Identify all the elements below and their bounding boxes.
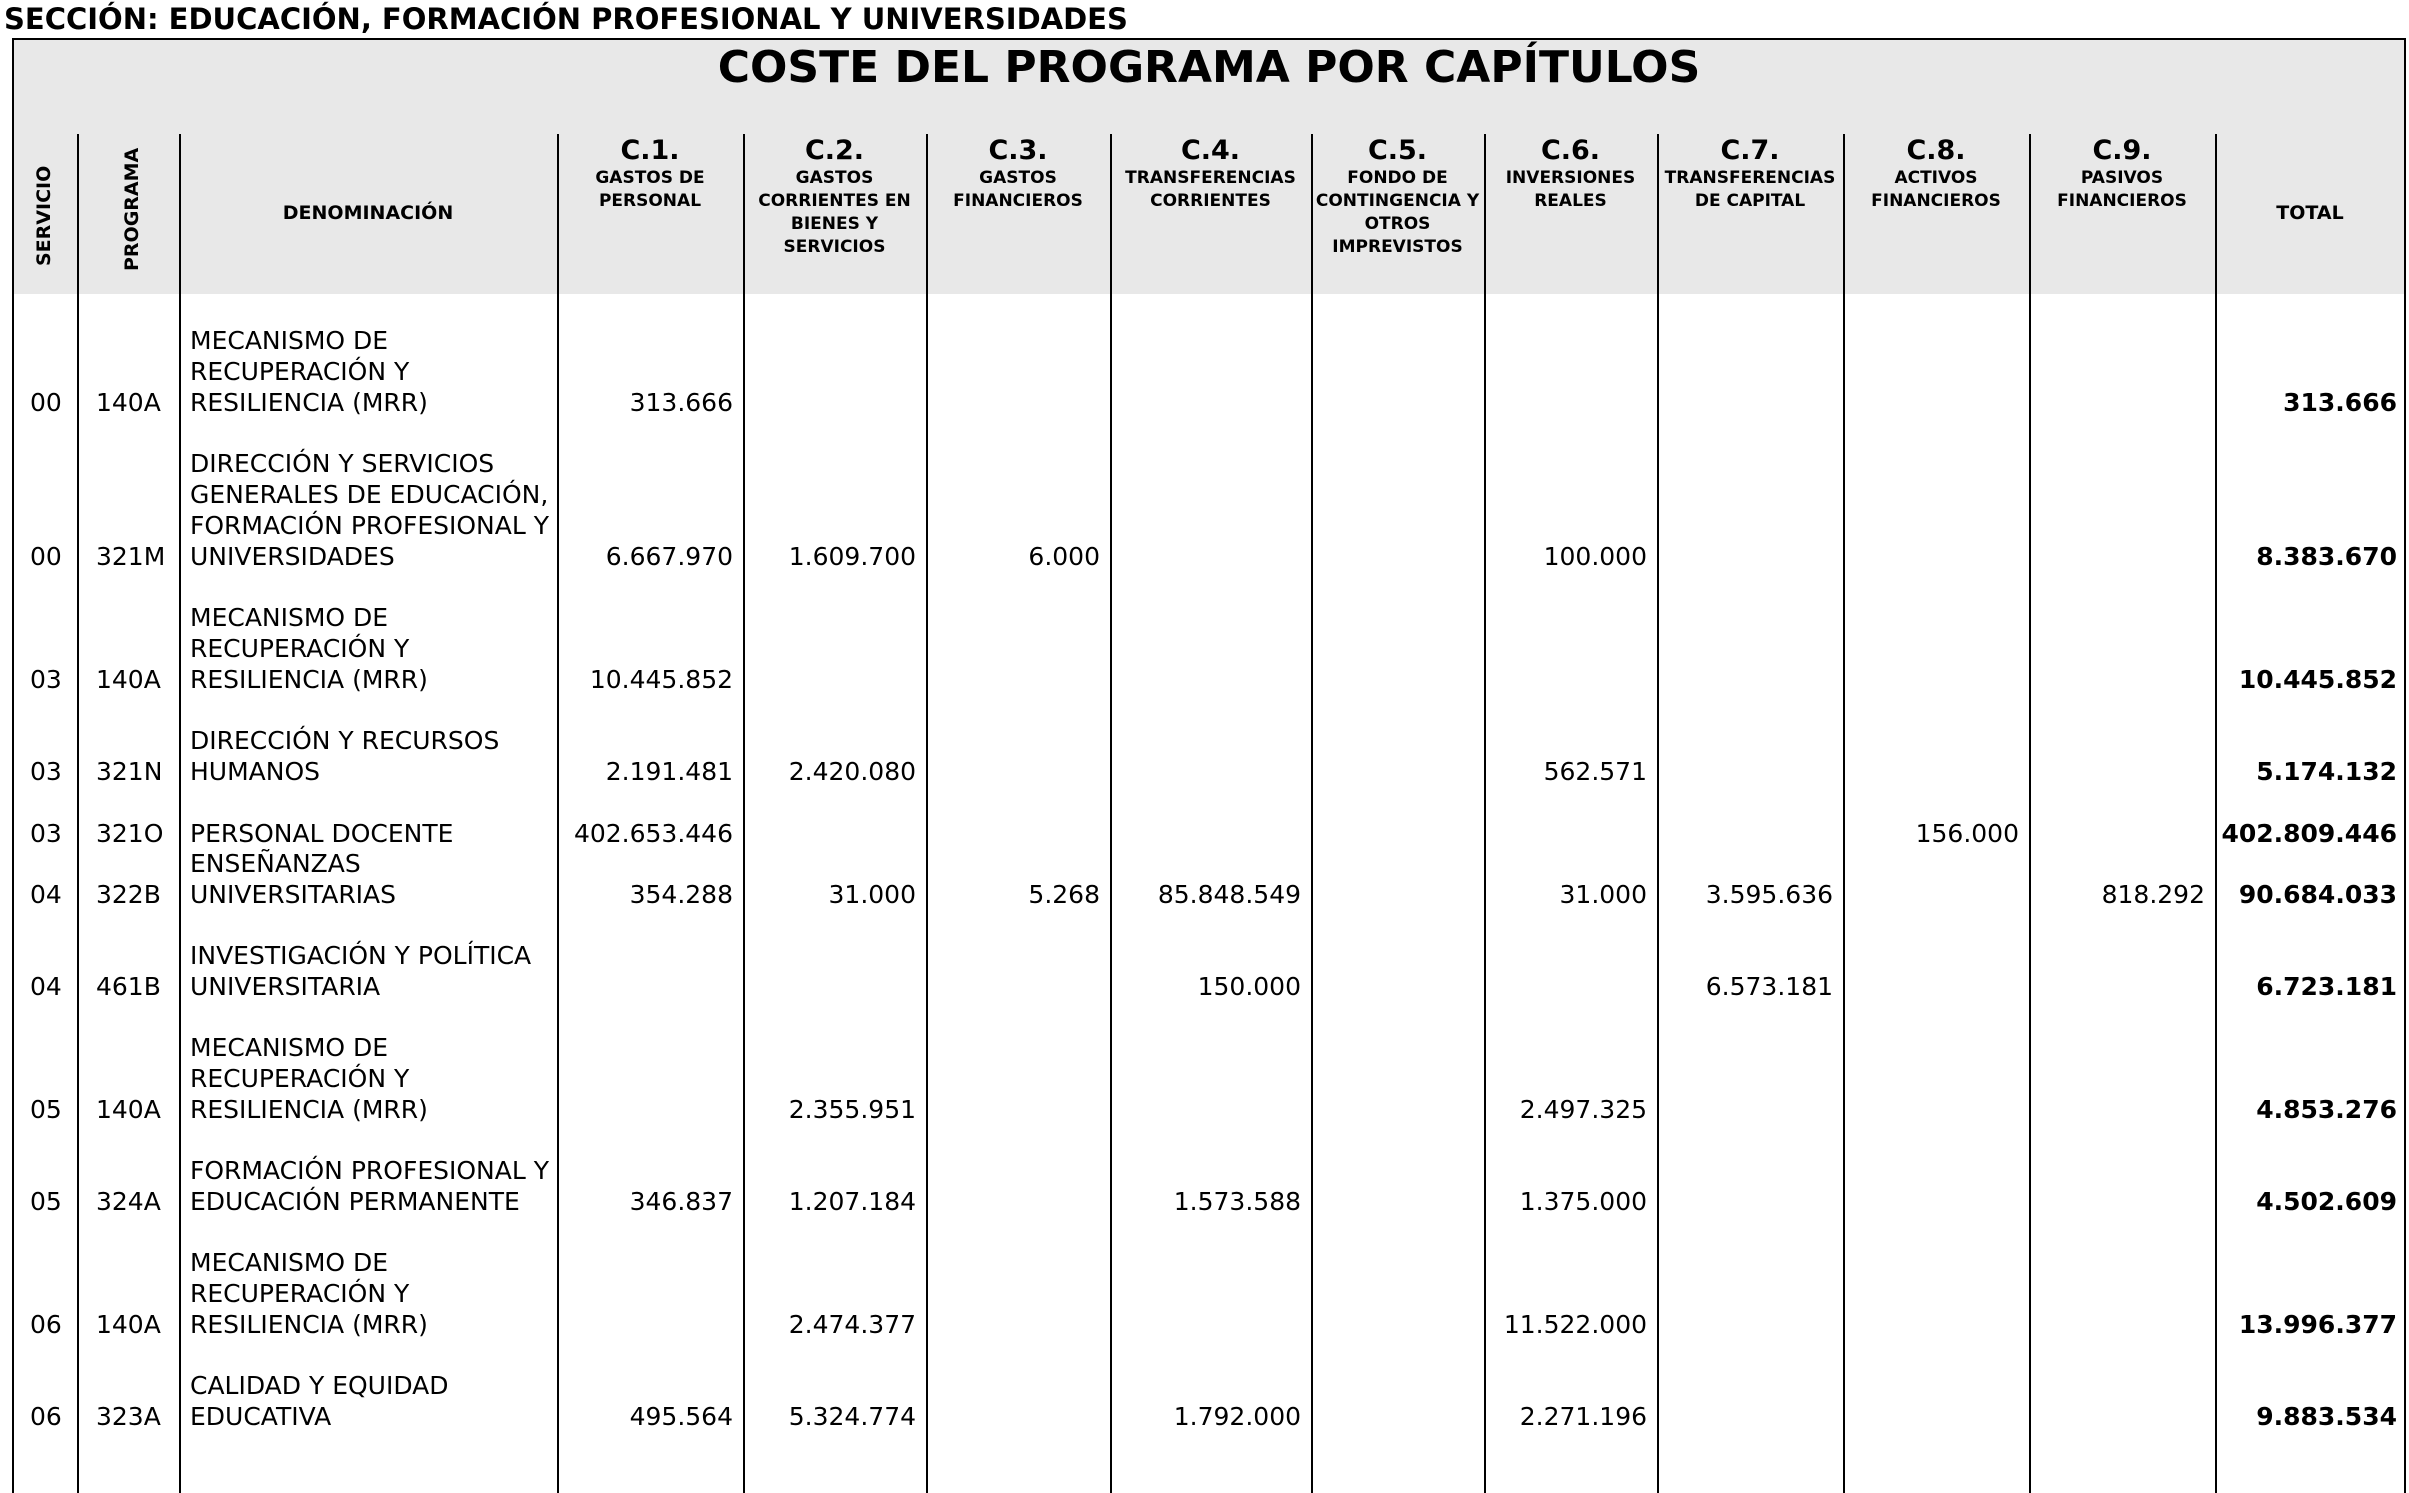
chapter-header-c1 bbox=[561, 135, 739, 213]
cell-servicio: 04 bbox=[30, 880, 62, 909]
chapter-code: C.5. bbox=[1367, 135, 1428, 166]
cell-c6: 2.497.325 bbox=[1519, 1095, 1647, 1124]
cell-servicio: 00 bbox=[30, 542, 62, 571]
cell-programa: 323A bbox=[96, 1402, 161, 1431]
cell-c7: 6.573.181 bbox=[1705, 972, 1833, 1001]
cell-total: 90.684.033 bbox=[2238, 880, 2397, 909]
cell-c2: 1.609.700 bbox=[788, 542, 916, 571]
cell-c1: 10.445.852 bbox=[589, 665, 733, 694]
cell-programa: 461B bbox=[96, 972, 161, 1001]
column-divider bbox=[1311, 134, 1313, 1493]
cell-c6: 11.522.000 bbox=[1503, 1310, 1647, 1339]
chapter-name: GASTOS FINANCIEROS bbox=[953, 168, 1083, 211]
cell-c1: 495.564 bbox=[629, 1402, 733, 1431]
cell-programa: 140A bbox=[96, 665, 161, 694]
chapter-name: INVERSIONES REALES bbox=[1505, 168, 1636, 211]
cell-total: 4.502.609 bbox=[2256, 1187, 2397, 1216]
cell-denominacion: MECANISMO DE RECUPERACIÓN Y RESILIENCIA (MRR) bbox=[190, 326, 428, 417]
column-divider bbox=[743, 134, 745, 1493]
cell-servicio: 05 bbox=[30, 1187, 62, 1216]
cell-c2: 5.324.774 bbox=[788, 1402, 916, 1431]
cell-c1: 313.666 bbox=[629, 388, 733, 417]
cell-denominacion: INVESTIGACIÓN Y POLÍTICA UNIVERSITARIA bbox=[190, 941, 532, 1001]
cell-c6: 1.375.000 bbox=[1519, 1187, 1647, 1216]
cell-c4: 1.792.000 bbox=[1173, 1402, 1301, 1431]
table-title: COSTE DEL PROGRAMA POR CAPÍTULOS bbox=[717, 42, 1701, 93]
cell-c3: 6.000 bbox=[1028, 542, 1100, 571]
cell-total: 9.883.534 bbox=[2256, 1402, 2397, 1431]
chapter-header-c8 bbox=[1847, 135, 2025, 213]
cell-c6: 100.000 bbox=[1543, 542, 1647, 571]
cell-c4: 85.848.549 bbox=[1157, 880, 1301, 909]
chapter-name: GASTOS CORRIENTES EN BIENES Y SERVICIOS bbox=[758, 168, 911, 257]
cell-servicio: 04 bbox=[30, 972, 62, 1001]
cell-total: 313.666 bbox=[2283, 388, 2397, 417]
cell-denominacion: CALIDAD Y EQUIDAD EDUCATIVA bbox=[190, 1371, 449, 1431]
column-divider bbox=[1484, 134, 1486, 1493]
chapter-code: C.6. bbox=[1540, 135, 1601, 166]
cell-programa: 322B bbox=[96, 880, 161, 909]
cell-programa: 321O bbox=[96, 819, 164, 848]
chapter-name: TRANSFERENCIAS CORRIENTES bbox=[1125, 168, 1296, 211]
chapter-name: GASTOS DE PERSONAL bbox=[595, 168, 705, 211]
chapter-name: PASIVOS FINANCIEROS bbox=[2057, 168, 2187, 211]
cell-denominacion: FORMACIÓN PROFESIONAL Y EDUCACIÓN PERMANENTE bbox=[190, 1156, 549, 1216]
cell-denominacion: PERSONAL DOCENTE bbox=[190, 819, 454, 848]
cell-c7: 3.595.636 bbox=[1705, 880, 1833, 909]
cell-c4: 1.573.588 bbox=[1173, 1187, 1301, 1216]
header-total: TOTAL bbox=[2276, 202, 2344, 224]
chapter-header-c6 bbox=[1488, 135, 1653, 213]
cell-servicio: 03 bbox=[30, 665, 62, 694]
cell-c9: 818.292 bbox=[2101, 880, 2205, 909]
cell-total: 4.853.276 bbox=[2256, 1095, 2397, 1124]
cell-programa: 321M bbox=[96, 542, 166, 571]
cell-denominacion: DIRECCIÓN Y RECURSOS HUMANOS bbox=[190, 726, 500, 786]
column-divider bbox=[2029, 134, 2031, 1493]
chapter-header-c9 bbox=[2033, 135, 2211, 213]
column-divider bbox=[1110, 134, 1112, 1493]
cell-c2: 1.207.184 bbox=[788, 1187, 916, 1216]
chapter-code: C.9. bbox=[2092, 135, 2152, 166]
cell-total: 10.445.852 bbox=[2238, 665, 2397, 694]
cell-denominacion: MECANISMO DE RECUPERACIÓN Y RESILIENCIA (MRR) bbox=[190, 603, 428, 694]
chapter-code: C.8. bbox=[1906, 135, 1966, 166]
column-divider bbox=[557, 134, 559, 1493]
cell-c1: 2.191.481 bbox=[605, 757, 733, 786]
cell-servicio: 03 bbox=[30, 819, 62, 848]
cell-programa: 140A bbox=[96, 388, 161, 417]
cell-denominacion: ENSEÑANZAS UNIVERSITARIAS bbox=[190, 849, 397, 909]
cell-c1: 6.667.970 bbox=[605, 542, 733, 571]
header-denominacion: DENOMINACIÓN bbox=[282, 202, 454, 224]
chapter-header-c4 bbox=[1114, 135, 1307, 213]
cell-servicio: 00 bbox=[30, 388, 62, 417]
cell-servicio: 06 bbox=[30, 1402, 62, 1431]
cell-c6: 31.000 bbox=[1559, 880, 1647, 909]
cell-c2: 31.000 bbox=[828, 880, 916, 909]
column-divider bbox=[77, 134, 79, 1493]
cell-c6: 562.571 bbox=[1543, 757, 1647, 786]
chapter-name: ACTIVOS FINANCIEROS bbox=[1871, 168, 2001, 211]
column-divider bbox=[926, 134, 928, 1493]
chapter-header-c3 bbox=[930, 135, 1106, 213]
cell-denominacion: MECANISMO DE RECUPERACIÓN Y RESILIENCIA (MRR) bbox=[190, 1033, 428, 1124]
cell-programa: 140A bbox=[96, 1095, 161, 1124]
cell-total: 8.383.670 bbox=[2256, 542, 2397, 571]
cell-c3: 5.268 bbox=[1028, 880, 1100, 909]
header-servicio: SERVICIO bbox=[33, 165, 55, 266]
cell-programa: 321N bbox=[96, 757, 163, 786]
chapter-code: C.3. bbox=[988, 135, 1048, 166]
chapter-header-c5 bbox=[1315, 135, 1480, 259]
cell-servicio: 05 bbox=[30, 1095, 62, 1124]
cell-programa: 140A bbox=[96, 1310, 161, 1339]
chapter-code: C.2. bbox=[804, 135, 865, 166]
column-divider bbox=[1657, 134, 1659, 1493]
column-divider bbox=[1843, 134, 1845, 1493]
cell-total: 6.723.181 bbox=[2256, 972, 2397, 1001]
cell-total: 402.809.446 bbox=[2221, 819, 2397, 848]
cell-c1: 354.288 bbox=[629, 880, 733, 909]
cell-c1: 346.837 bbox=[629, 1187, 733, 1216]
cell-c1: 402.653.446 bbox=[573, 819, 733, 848]
cell-c2: 2.420.080 bbox=[788, 757, 916, 786]
cell-c2: 2.474.377 bbox=[788, 1310, 916, 1339]
chapter-code: C.4. bbox=[1180, 135, 1241, 166]
chapter-name: FONDO DE CONTINGENCIA Y OTROS IMPREVISTOS bbox=[1315, 168, 1480, 257]
column-divider bbox=[2215, 134, 2217, 1493]
cell-c6: 2.271.196 bbox=[1519, 1402, 1647, 1431]
cell-c2: 2.355.951 bbox=[788, 1095, 916, 1124]
section-title: SECCIÓN: EDUCACIÓN, FORMACIÓN PROFESIONAL Y UNIVERSIDADES bbox=[4, 2, 1128, 36]
cell-denominacion: DIRECCIÓN Y SERVICIOS GENERALES DE EDUCACIÓN, FORMACIÓN PROFESIONAL Y UNIVERSIDADES bbox=[190, 449, 549, 571]
cell-servicio: 06 bbox=[30, 1310, 62, 1339]
cell-c8: 156.000 bbox=[1915, 819, 2019, 848]
cell-c4: 150.000 bbox=[1197, 972, 1301, 1001]
cell-total: 5.174.132 bbox=[2256, 757, 2397, 786]
chapter-code: C.1. bbox=[620, 135, 680, 166]
chapter-name: TRANSFERENCIAS DE CAPITAL bbox=[1664, 168, 1836, 211]
cell-denominacion: MECANISMO DE RECUPERACIÓN Y RESILIENCIA (MRR) bbox=[190, 1248, 428, 1339]
chapter-header-c2 bbox=[747, 135, 922, 259]
cell-servicio: 03 bbox=[30, 757, 62, 786]
column-divider bbox=[179, 134, 181, 1493]
chapter-header-c7 bbox=[1661, 135, 1839, 213]
chapter-code: C.7. bbox=[1720, 135, 1780, 166]
cell-programa: 324A bbox=[96, 1187, 161, 1216]
header-programa: PROGRAMA bbox=[121, 147, 143, 271]
cell-total: 13.996.377 bbox=[2238, 1310, 2397, 1339]
